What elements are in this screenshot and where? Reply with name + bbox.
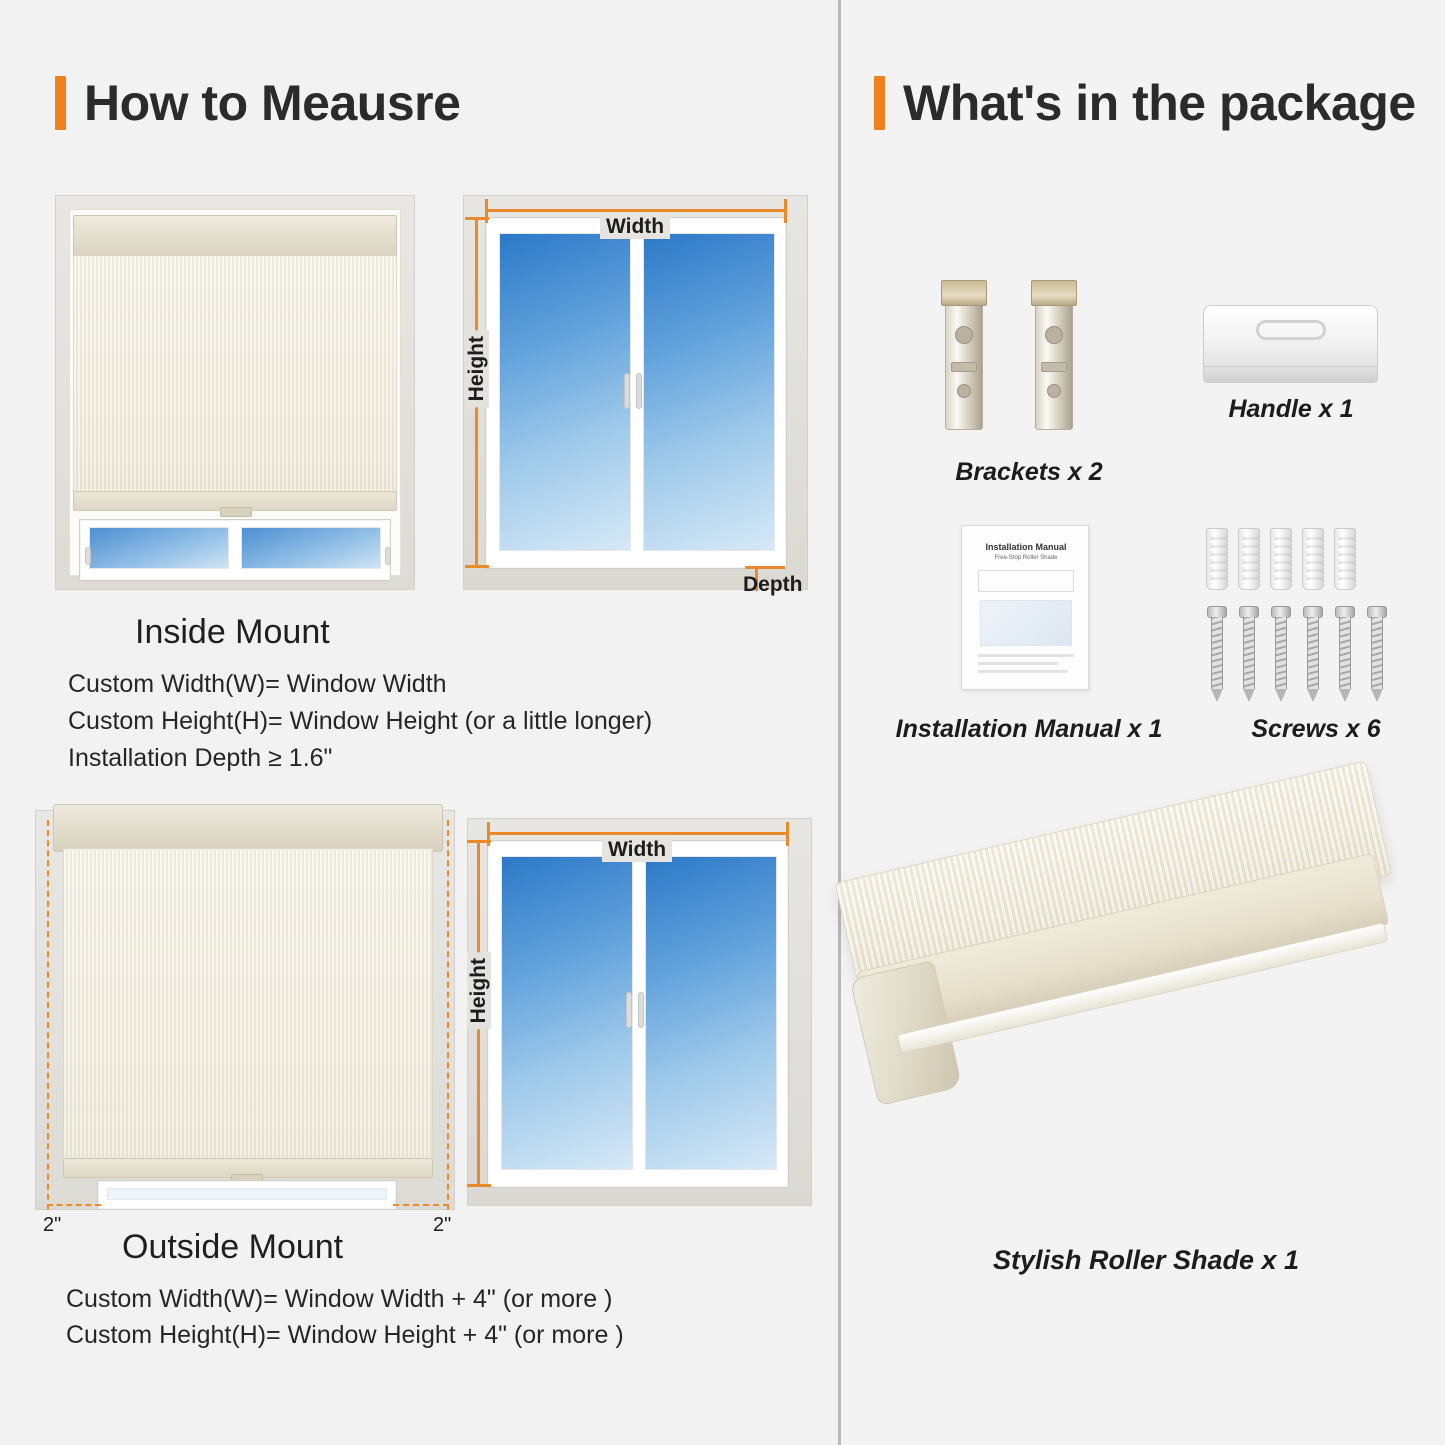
outside-height-cap-bottom [467,1184,491,1187]
inside-spec-1: Custom Width(W)= Window Width [68,670,447,698]
inside-glass-right [241,527,381,569]
handle-caption: Handle x 1 [1228,395,1354,423]
outside-height-label: Height [467,952,491,1029]
inside-depth-label: Depth [743,573,803,596]
inside-width-arrow [487,209,785,212]
bracket-left [941,280,987,430]
outside-measure-handle-right [638,992,644,1028]
wall-anchor [1302,528,1324,590]
outside-overhang-left-label: 2" [43,1214,62,1236]
outside-mount-illustration [35,800,810,1236]
screw [1335,606,1355,702]
outside-width-cap-right [786,822,789,846]
handle-lip [1204,366,1377,382]
brackets-caption: Brackets x 2 [955,458,1103,486]
outside-measure-glass-left [501,856,633,1170]
inside-handle-left [85,547,91,565]
inside-mount-illustration [55,195,803,596]
screw [1271,606,1291,702]
screw [1367,606,1387,702]
manual-diagram [980,600,1072,646]
inside-pull-tab [220,507,252,517]
manual-text-line [978,670,1068,673]
inside-measure-handle-left [624,373,630,409]
wall-anchor [1238,528,1260,590]
how-to-measure-title: How to Meausre [84,75,461,131]
outside-shade-fabric [63,848,433,1166]
accent-bar [55,76,66,130]
inside-width-cap-right [784,199,787,223]
inside-glass-left [89,527,229,569]
inside-width-label: Width [600,215,670,239]
inside-handle-right [385,547,391,565]
wall-anchor [1270,528,1292,590]
bracket-right [1031,280,1077,430]
package-contents-panel [841,0,1445,1445]
screw [1303,606,1323,702]
roller-shade-caption: Stylish Roller Shade x 1 [992,1245,1300,1275]
brackets-group [931,275,1131,440]
inside-measure-glass-left [499,233,631,551]
inside-spec-2: Custom Height(H)= Window Height (or a little longer) [68,707,653,735]
inside-measure-glass-right [643,233,775,551]
outside-width-arrow [489,832,787,835]
outside-dashed-left [47,820,49,1210]
outside-spec-1: Custom Width(W)= Window Width + 4" (or more ) [66,1285,613,1313]
outside-headrail [53,804,443,852]
outside-overhang-right-label: 2" [433,1214,452,1236]
handle-grip [1256,320,1326,340]
accent-bar [874,76,885,130]
screw [1239,606,1259,702]
manual-title: Installation Manual [985,542,1067,552]
manual-step-row [978,570,1074,592]
outside-dashed-bottom-right [393,1204,449,1206]
outside-window-glass-edge [107,1188,387,1200]
wall-anchor [1334,528,1356,590]
inside-spec-3: Installation Depth ≥ 1.6" [68,744,333,772]
outside-measure-handle-left [626,992,632,1028]
outside-dashed-bottom-left [47,1204,101,1206]
outside-dashed-right [447,820,449,1210]
outside-mount-title: Outside Mount [122,1228,344,1266]
screws-caption: Screws x 6 [1251,715,1381,743]
package-heading [874,74,1416,132]
package-title: What's in the package [903,75,1416,131]
screw [1207,606,1227,702]
manual-subtitle: Free-Stop Roller Shade [994,555,1058,561]
installation-manual-part [961,525,1089,690]
handle-part [1203,305,1378,383]
manual-text-line [978,654,1074,657]
manual-caption: Installation Manual x 1 [895,715,1163,743]
inside-depth-cap [745,566,785,569]
outside-spec-2: Custom Height(H)= Window Height + 4" (or more ) [66,1321,624,1349]
outside-measure-glass-right [645,856,777,1170]
inside-mount-title: Inside Mount [135,613,330,651]
inside-height-cap-bottom [465,565,489,568]
inside-shade-fabric [73,255,397,495]
inside-measure-handle-right [636,373,642,409]
inside-height-cap-top [465,217,489,220]
manual-text-line [978,662,1058,665]
how-to-measure-heading [55,74,460,132]
screws-group [1206,520,1396,705]
outside-height-cap-top [467,840,491,843]
roller-shade-product [861,820,1421,1220]
inside-height-label: Height [465,330,489,407]
outside-width-label: Width [602,838,672,862]
wall-anchor [1206,528,1228,590]
